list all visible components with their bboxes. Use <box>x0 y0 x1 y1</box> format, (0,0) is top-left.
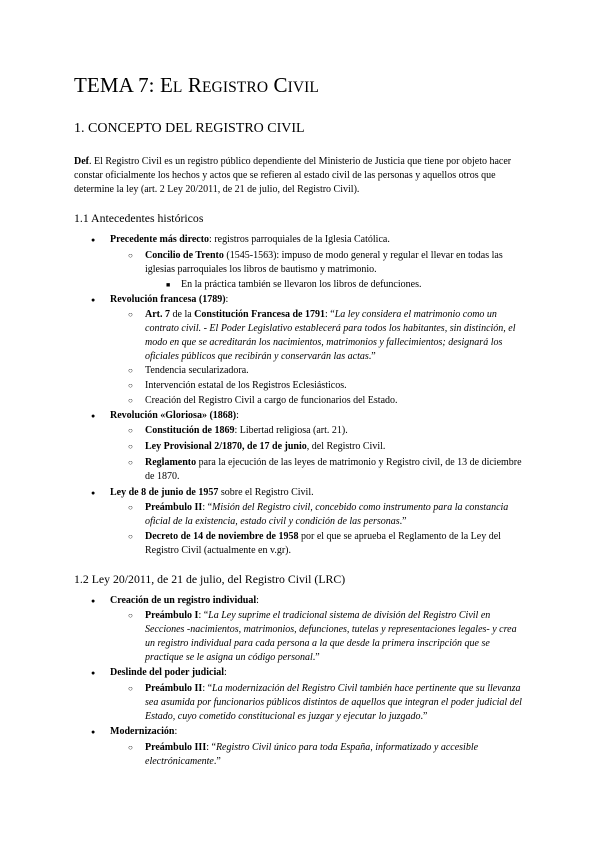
page-title: TEMA 7: EL REGISTRO CIVIL <box>74 73 319 97</box>
circle-bullet-icon: ○ <box>128 611 133 620</box>
circle-bullet-icon: ○ <box>128 366 133 375</box>
list-item: Preámbulo II: “La modernización del Registro Civil también hace pertinente que su llevanza <box>145 683 521 694</box>
definition-line: determine la ley (art. 2 Ley 20/2011, de 21 de julio, del Registro Civil). <box>74 184 360 195</box>
circle-bullet-icon: ○ <box>128 381 133 390</box>
circle-bullet-icon: ○ <box>128 458 133 467</box>
square-bullet-icon: ■ <box>166 281 171 289</box>
bullet-icon: ● <box>91 296 96 304</box>
definition-line: constar oficialmente los hechos y actos que se refieren al estado civil de las personas y aquellos otros que <box>74 170 496 181</box>
circle-bullet-icon: ○ <box>128 426 133 435</box>
circle-bullet-icon: ○ <box>128 310 133 319</box>
bullet-icon: ● <box>91 236 96 244</box>
quote-line: electrónicamente.” <box>145 756 221 767</box>
list-item: Revolución francesa (1789): <box>110 294 229 305</box>
list-item: Concilio de Trento (1545-1563): impuso de modo general y regular el llevar en todas las <box>145 250 503 261</box>
list-item: Deslinde del poder judicial: <box>110 667 227 678</box>
quote-line: un registro individual para cada persona a la que desde la primera inscripción que se <box>145 638 490 649</box>
quote-line: Secciones -nacimientos, matrimonios, defunciones, tutelas y representaciones legales- y crea <box>145 624 517 635</box>
list-item: Reglamento para la ejecución de las leyes de matrimonio y Registro civil, de 13 de diciembre <box>145 457 522 468</box>
circle-bullet-icon: ○ <box>128 684 133 693</box>
bullet-icon: ● <box>91 669 96 677</box>
bullet-icon: ● <box>91 728 96 736</box>
bullet-icon: ● <box>91 597 96 605</box>
list-item: Preámbulo II: “Misión del Registro civil, concebido como instrumento para la constancia <box>145 502 509 513</box>
list-item: En la práctica también se llevaron los libros de defunciones. <box>181 279 422 290</box>
list-item: Intervención estatal de los Registros Eclesiásticos. <box>145 380 347 391</box>
list-item: Preámbulo III: “Registro Civil único para toda España, informatizado y accesible <box>145 742 479 753</box>
list-item: Revolución «Gloriosa» (1868): <box>110 410 239 421</box>
list-item: Ley Provisional 2/1870, de 17 de junio, del Registro Civil. <box>145 441 386 452</box>
bullet-icon: ● <box>91 412 96 420</box>
circle-bullet-icon: ○ <box>128 251 133 260</box>
circle-bullet-icon: ○ <box>128 396 133 405</box>
list-item: Constitución de 1869: Libertad religiosa (art. 21). <box>145 425 348 436</box>
list-item: Precedente más directo: registros parroquiales de la Iglesia Católica. <box>110 234 390 245</box>
quote-line: contrato civil. - El Poder Legislativo establecerá para todos los habitantes, sin distinción, el <box>145 323 516 334</box>
list-item-continuation: Registro Civil (actualmente en v.gr). <box>145 545 291 556</box>
quote-line: practique se le asigna un código personal.” <box>145 652 320 663</box>
quote-line: oficial de la existencia, estado civil y condición de las personas.” <box>145 516 407 527</box>
list-item: Art. 7 de la Constitución Francesa de 1791: “La ley considera el matrimonio como un <box>145 309 497 320</box>
list-item: Creación de un registro individual: <box>110 595 259 606</box>
list-item: Preámbulo I: “La Ley suprime el tradicional sistema de división del Registro Civil en <box>145 610 491 621</box>
circle-bullet-icon: ○ <box>128 442 133 451</box>
quote-line: sea asumida por funcionarios públicos distintos de aquellos que integran el poder judicial del <box>145 697 522 708</box>
bullet-icon: ● <box>91 489 96 497</box>
list-item-continuation: de 1870. <box>145 471 180 482</box>
list-item: Ley de 8 de junio de 1957 sobre el Registro Civil. <box>110 487 314 498</box>
list-item: Modernización: <box>110 726 178 737</box>
quote-line: oficiales públicos que recibirán y conservarán las actas.” <box>145 351 376 362</box>
list-item: Tendencia secularizadora. <box>145 365 249 376</box>
quote-line: Estado, cuyo cometido constitucional es juzgar y ejecutar lo juzgado.” <box>145 711 428 722</box>
list-item-continuation: iglesias parroquiales los libros de bautismo y matrimonio. <box>145 264 377 275</box>
definition-line: Def. El Registro Civil es un registro público dependiente del Ministerio de Justicia que tiene por objeto hacer <box>74 156 512 167</box>
subsection-heading: 1.1 Antecedentes históricos <box>74 211 204 225</box>
quote-line: modo en que se acreditarán los nacimientos, matrimonios y fallecimientos; designará los <box>145 337 503 348</box>
circle-bullet-icon: ○ <box>128 532 133 541</box>
list-item: Decreto de 14 de noviembre de 1958 por el que se aprueba el Reglamento de la Ley del <box>145 531 501 542</box>
circle-bullet-icon: ○ <box>128 503 133 512</box>
section-heading: 1. CONCEPTO DEL REGISTRO CIVIL <box>74 121 305 136</box>
subsection-heading: 1.2 Ley 20/2011, de 21 de julio, del Registro Civil (LRC) <box>74 572 346 586</box>
circle-bullet-icon: ○ <box>128 743 133 752</box>
list-item: Creación del Registro Civil a cargo de funcionarios del Estado. <box>145 395 398 406</box>
